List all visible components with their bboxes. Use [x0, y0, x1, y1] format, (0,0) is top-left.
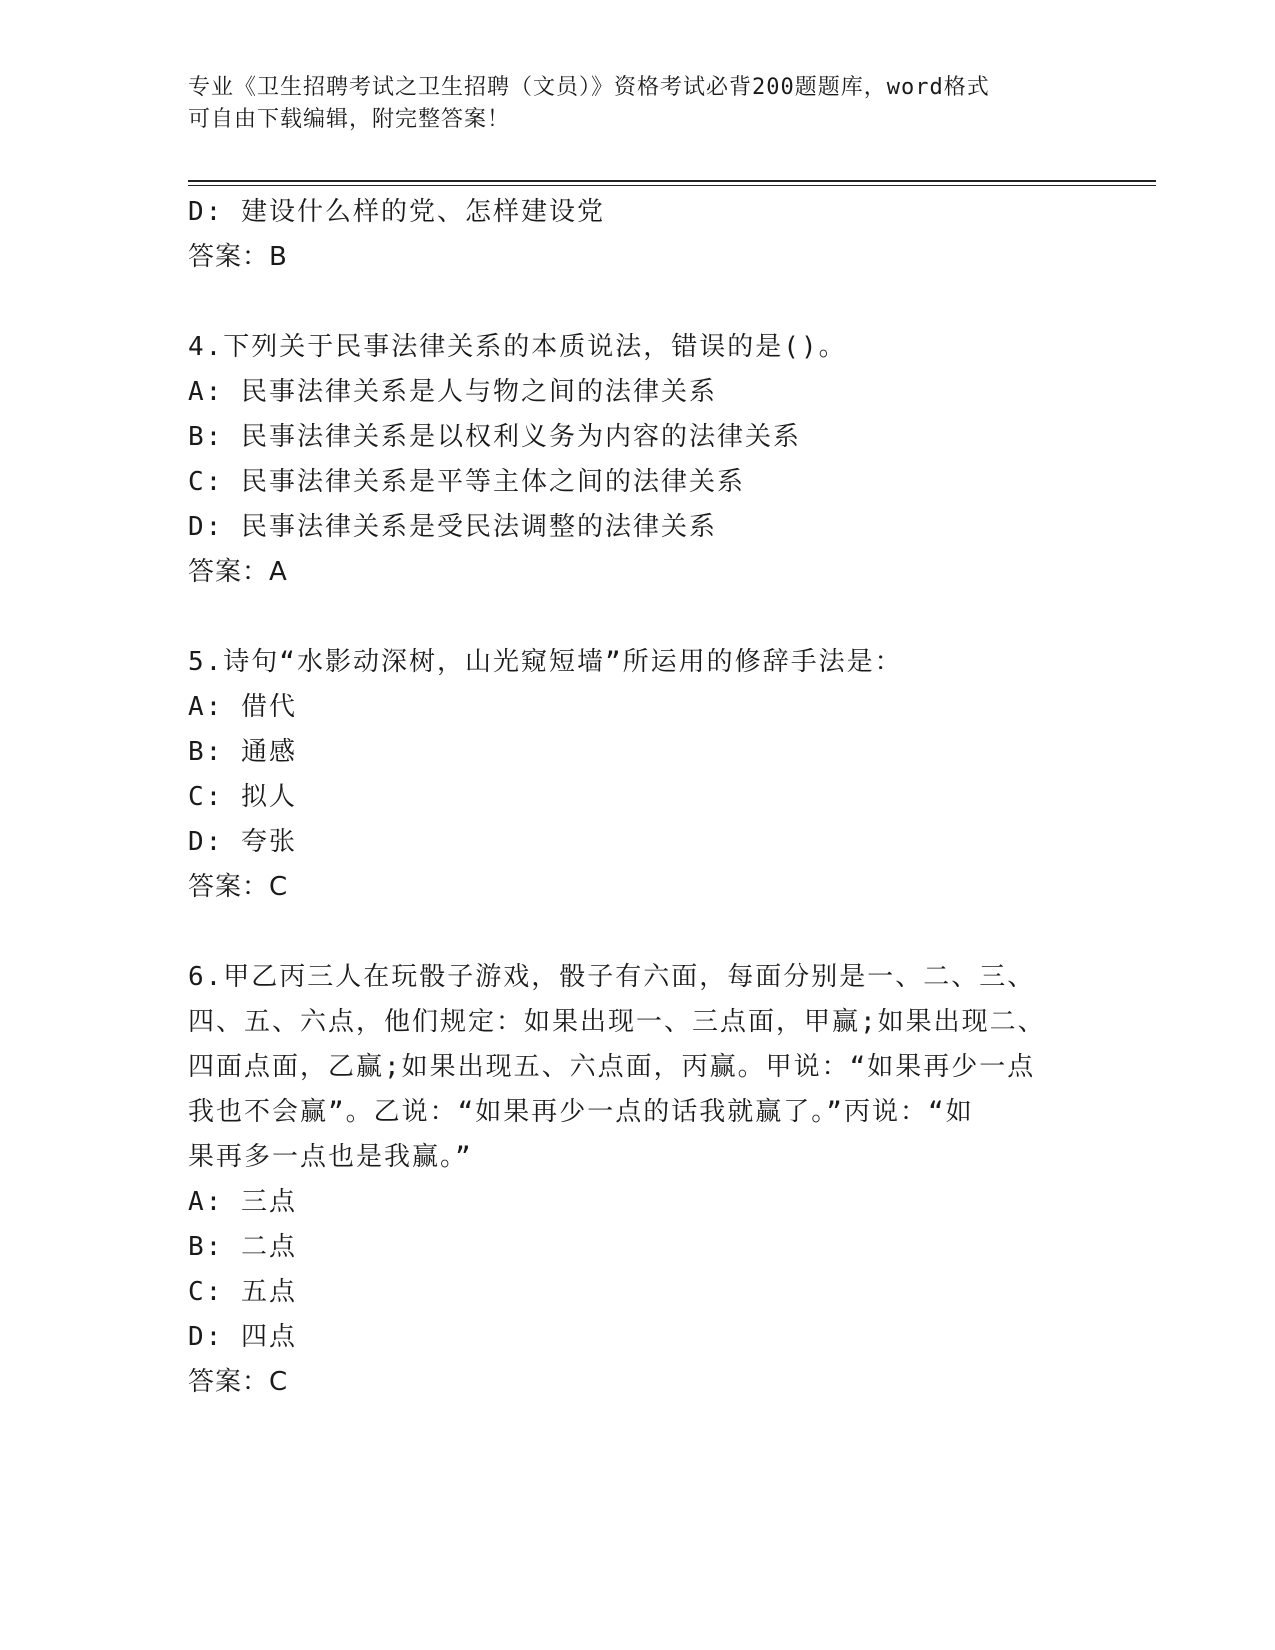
- option-a: A: 民事法律关系是人与物之间的法律关系: [188, 377, 717, 407]
- question-4: [188, 325, 1088, 595]
- option-d: D: 夸张: [188, 827, 297, 857]
- question-stem-line-5: 果再多一点也是我赢。”: [188, 1142, 473, 1172]
- option-b: B: 民事法律关系是以权利义务为内容的法律关系: [188, 422, 801, 452]
- option-a: A: 三点: [188, 1187, 297, 1217]
- document-header: [188, 72, 1088, 136]
- option-a: A: 借代: [188, 692, 297, 722]
- question-3-continued: [188, 190, 1088, 280]
- option-d: D: 建设什么样的党、怎样建设党: [188, 197, 605, 227]
- answer-line: 答案：C: [188, 1367, 289, 1397]
- option-d: D: 民事法律关系是受民法调整的法律关系: [188, 512, 717, 542]
- question-6: [188, 955, 1088, 1405]
- question-stem-line-2: 四、五、六点，他们规定：如果出现一、三点面，甲赢;如果出现二、: [188, 1007, 1046, 1037]
- option-c: C: 民事法律关系是平等主体之间的法律关系: [188, 467, 745, 497]
- answer-line: 答案：C: [188, 872, 289, 902]
- option-c: C: 拟人: [188, 782, 297, 812]
- header-line-2: 可自由下载编辑，附完整答案！: [188, 107, 511, 132]
- answer-line: 答案：B: [188, 242, 288, 272]
- question-5: [188, 640, 1088, 910]
- spacer: [188, 595, 1088, 640]
- option-b: B: 二点: [188, 1232, 297, 1262]
- document-body: [188, 190, 1088, 1405]
- option-c: C: 五点: [188, 1277, 297, 1307]
- option-b: B: 通感: [188, 737, 297, 767]
- question-stem: 5.诗句“水影动深树，山光窥短墙”所运用的修辞手法是：: [188, 647, 903, 677]
- option-d: D: 四点: [188, 1322, 297, 1352]
- question-stem-line-3: 四面点面，乙赢;如果出现五、六点面，丙赢。甲说：“如果再少一点: [188, 1052, 1036, 1082]
- spacer: [188, 910, 1088, 955]
- spacer: [188, 280, 1088, 325]
- header-divider-thin: [188, 185, 1156, 186]
- question-stem: 4.下列关于民事法律关系的本质说法，错误的是()。: [188, 332, 847, 362]
- header-divider-thick: [188, 180, 1156, 182]
- question-stem-line-4: 我也不会赢”。乙说：“如果再少一点的话我就赢了。”丙说：“如: [188, 1097, 974, 1127]
- question-stem-line-1: 6.甲乙丙三人在玩骰子游戏，骰子有六面，每面分别是一、二、三、: [188, 962, 1036, 992]
- answer-line: 答案：A: [188, 557, 288, 587]
- header-line-1: 专业《卫生招聘考试之卫生招聘（文员）》资格考试必背200题题库，word格式: [188, 75, 990, 100]
